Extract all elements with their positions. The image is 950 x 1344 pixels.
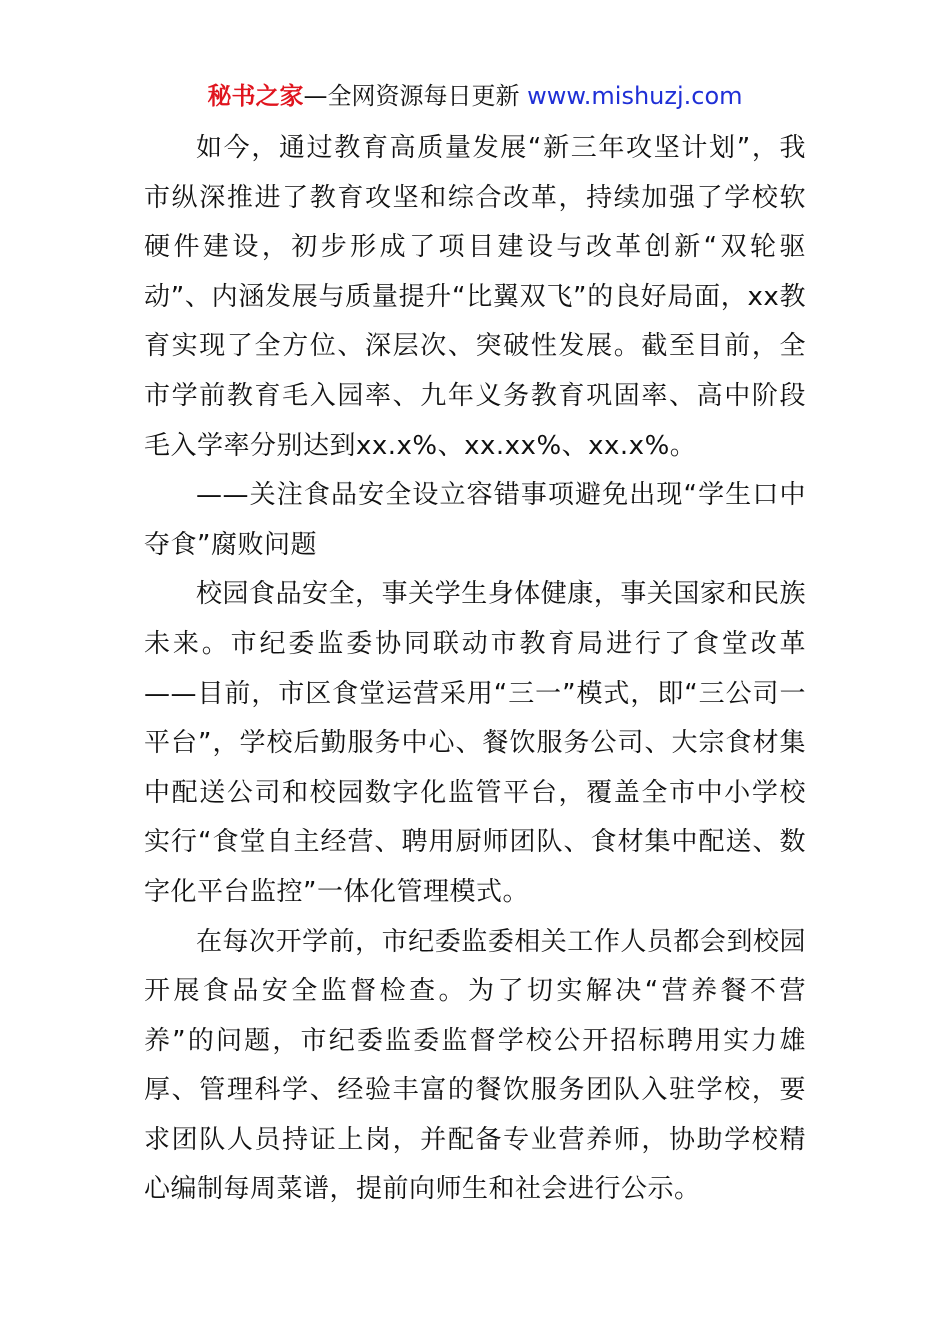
header-tagline: —全网资源每日更新 [303, 82, 520, 110]
section-heading: ——关注食品安全设立容错事项避免出现“学生口中夺食”腐败问题 [144, 480, 806, 560]
paragraph-inspection: 在每次开学前，市纪委监委相关工作人员都会到校园开展食品安全监督检查。为了切实解决“营养餐不营养”的问题，市纪委监委监督学校公开招标聘用实力雄厚、管理科学、经验丰富的餐饮服务团队入驻学校，要求团队人员持证上岗，并配备专业营养师，协助学校精心编制每周菜谱，提前向师生和社会进行公示。 [144, 926, 806, 1205]
header-url-link[interactable]: www.mishuzj.com [527, 82, 743, 110]
page-header [0, 78, 950, 114]
brand-name: 秘书之家 [207, 82, 304, 110]
paragraph-intro: 如今，通过教育高质量发展“新三年攻坚计划”，我市纵深推进了教育攻坚和综合改革，持续加强了学校软硬件建设，初步形成了项目建设与改革创新“双轮驱动”、内涵发展与质量提升“比翼双飞”的良好局面，xx教育实现了全方位、深层次、突破性发展。截至目前，全市学前教育毛入园率、九年义务教育巩固率、高中阶段毛入学率分别达到xx.x%、xx.xx%、xx.x%。 [144, 133, 806, 461]
paragraph-food-safety: 校园食品安全，事关学生身体健康，事关国家和民族未来。市纪委监委协同联动市教育局进行了食堂改革——目前，市区食堂运营采用“三一”模式，即“三公司一平台”，学校后勤服务中心、餐饮服务公司、大宗食材集中配送公司和校园数字化监管平台，覆盖全市中小学校实行“食堂自主经营、聘用厨师团队、食材集中配送、数字化平台监控”一体化管理模式。 [144, 579, 806, 907]
document-body [144, 124, 806, 1215]
